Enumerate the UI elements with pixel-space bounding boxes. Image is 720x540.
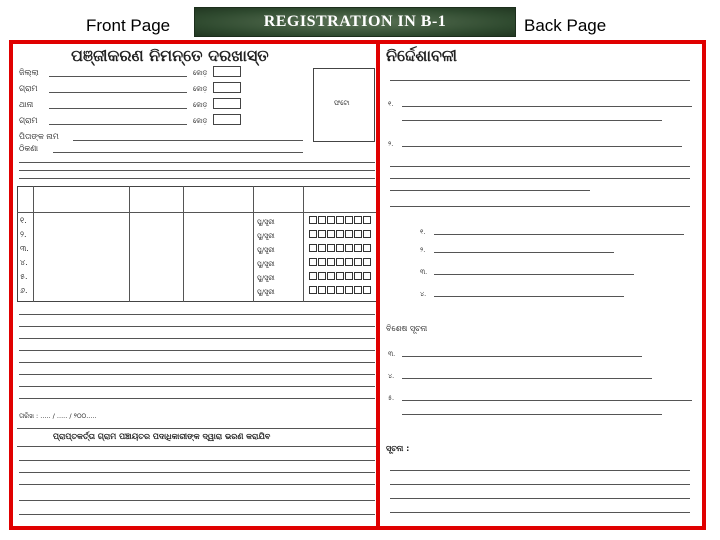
field-code: କୋଡ଼	[193, 69, 208, 77]
field-label: ଗ୍ରାମ	[19, 116, 38, 125]
gp-section-heading: ପ୍ରାପ୍ତକର୍ତ୍ତା ଗ୍ରାମ ପଞ୍ଚାୟତର ପଦାଧିକାରୀଙ୍କ ଦ୍ୱାରା ଭରଣ କରାଯିବ	[53, 432, 271, 441]
gender-mark: ପୁ/ସ୍ତ୍ରୀ	[257, 232, 275, 240]
gender-mark: ପୁ/ସ୍ତ୍ରୀ	[257, 288, 275, 296]
field-code: କୋଡ଼	[193, 117, 208, 125]
date-line: ତାରିଖ : ..... / ..... / ୨୦୦.....	[19, 412, 97, 420]
numbered-item: ୩.	[420, 268, 428, 276]
front-page-label: Front Page	[86, 16, 171, 35]
title-text: REGISTRATION IN B-1	[263, 13, 447, 30]
back-sub-heading: ବିଶେଷ ସୂଚନା	[386, 324, 428, 333]
field-code: କୋଡ଼	[193, 101, 208, 109]
row-number: ୧.	[20, 216, 27, 225]
row-number: ୪.	[20, 258, 28, 267]
numbered-item: ୪.	[420, 290, 427, 298]
row-number: ୩.	[20, 244, 29, 253]
instruction-item: ୪.	[388, 372, 395, 380]
numbered-item: ୨.	[420, 246, 426, 254]
back-page-label: Back Page	[524, 16, 607, 35]
field-label: ଠିକଣା	[19, 144, 39, 153]
front-heading: ପଞ୍ଜୀକରଣ ନିମନ୍ତେ ଦରଖାସ୍ତ	[71, 46, 269, 65]
field-label: ଗ୍ରାମ	[19, 84, 38, 93]
row-number: ୬.	[20, 286, 28, 295]
numbered-item: ୧.	[420, 228, 426, 236]
instruction-item: ୨.	[388, 140, 394, 148]
gender-mark: ପୁ/ସ୍ତ୍ରୀ	[257, 246, 275, 254]
back-notes-heading: ସୂଚନା :	[386, 444, 410, 453]
gender-mark: ପୁ/ସ୍ତ୍ରୀ	[257, 218, 275, 226]
field-label: ଥାନା	[19, 100, 34, 109]
back-page-frame	[376, 40, 706, 530]
field-label: ପିତାଙ୍କ ନାମ	[19, 132, 59, 141]
back-heading: ନିର୍ଦ୍ଦେଶାବଳୀ	[386, 46, 457, 65]
field-label: ଜିଲ୍ଲା	[19, 68, 39, 77]
row-number: ୨.	[20, 230, 27, 239]
front-page-frame	[9, 40, 382, 530]
title-banner	[194, 7, 516, 37]
row-number: ୫.	[20, 272, 28, 281]
field-code: କୋଡ଼	[193, 85, 208, 93]
gender-mark: ପୁ/ସ୍ତ୍ରୀ	[257, 274, 275, 282]
instruction-item: ୫.	[388, 394, 395, 402]
photo-box: ଫଟୋ	[313, 68, 375, 142]
instruction-item: ୩.	[388, 350, 396, 358]
instruction-item: ୧.	[388, 100, 394, 108]
gender-mark: ପୁ/ସ୍ତ୍ରୀ	[257, 260, 275, 268]
